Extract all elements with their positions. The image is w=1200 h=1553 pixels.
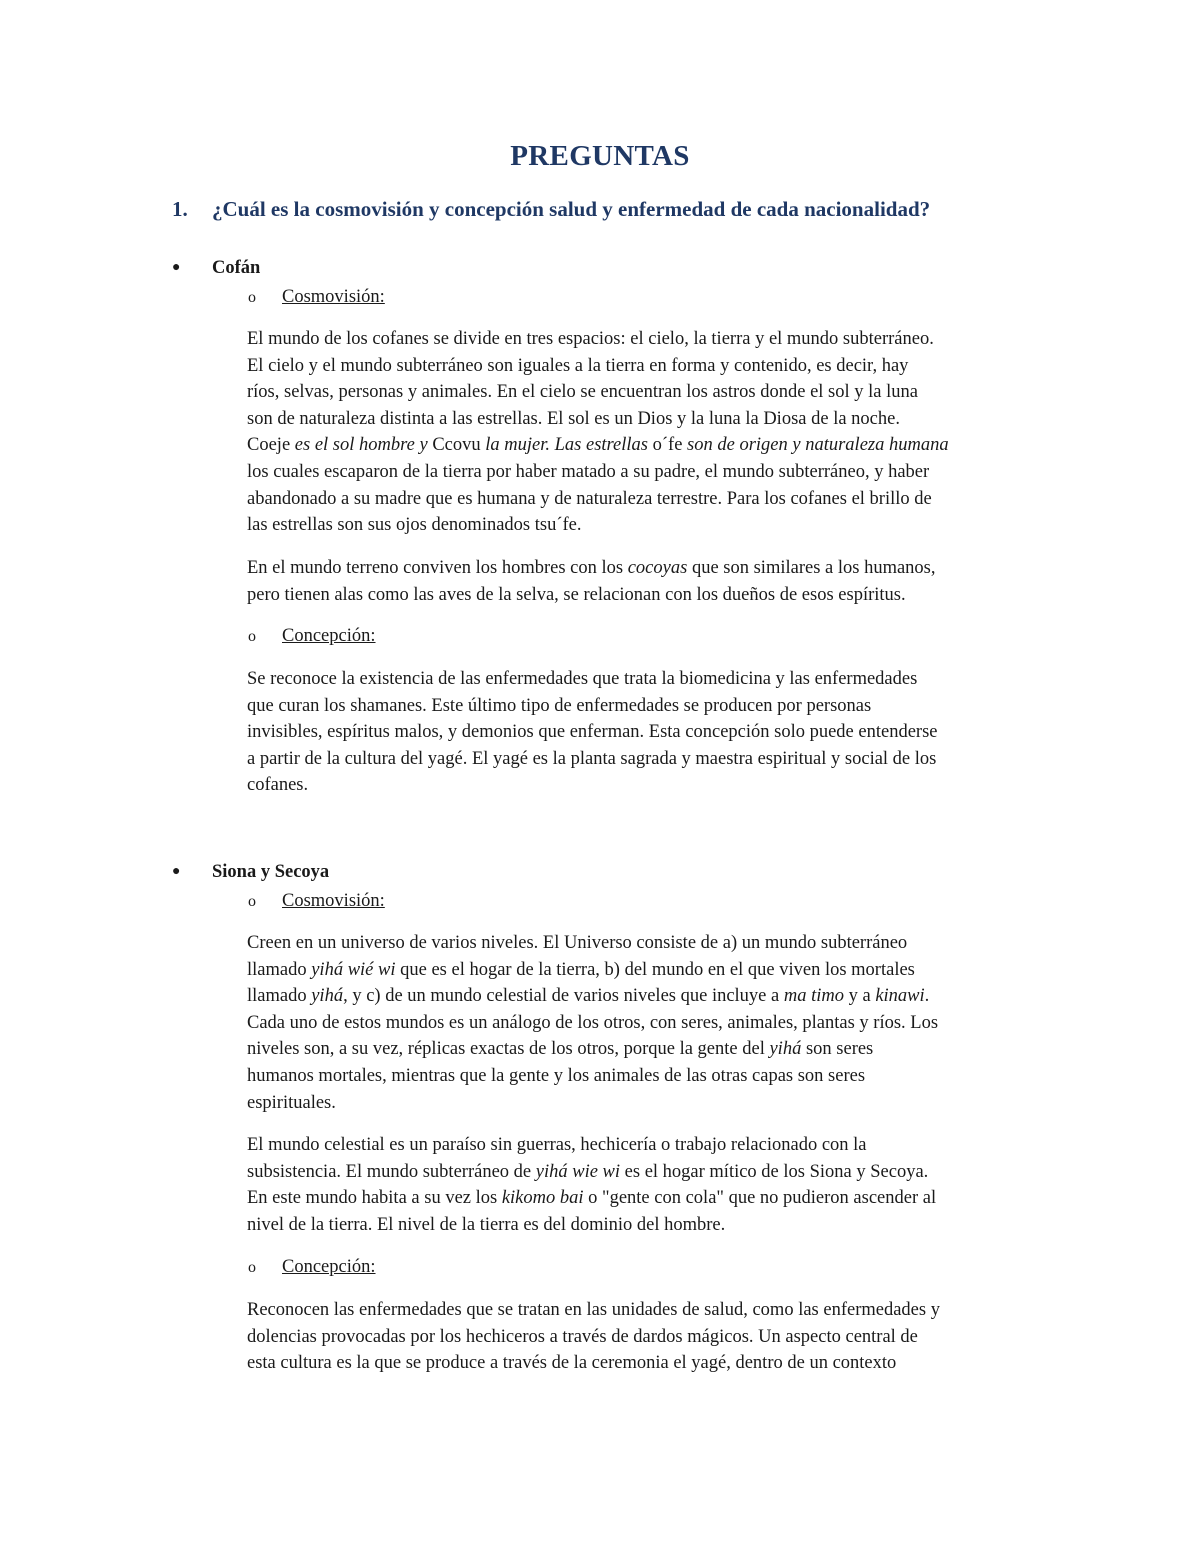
- text-segment: son seres: [801, 1039, 874, 1060]
- text-segment: es el hogar mítico de los Siona y Secoya.: [620, 1161, 929, 1182]
- italic-term: son de origen y naturaleza humana: [682, 435, 949, 456]
- circle-bullet-icon: o: [248, 893, 256, 910]
- text-segment: y a: [843, 986, 876, 1007]
- italic-term: kikomo bai: [501, 1188, 584, 1209]
- section-name: Siona y Secoya: [212, 862, 330, 882]
- paragraph: [247, 555, 1077, 608]
- text-line: Reconocen las enfermedades que se tratan en las unidades de salud, como las enfermedades y: [247, 1300, 940, 1320]
- italic-term: es el sol hombre y: [290, 435, 433, 456]
- text-segment: llamado: [247, 959, 312, 980]
- text-line: [247, 1185, 1077, 1212]
- italic-term: yihá wié wi: [311, 959, 396, 980]
- text-line: son de naturaleza distinta a las estrellas. El sol es un Dios y la luna la Diosa de la noche.: [247, 408, 900, 429]
- italic-term: yihá wie wi: [535, 1161, 621, 1182]
- text-segment: niveles son, a su vez, réplicas exactas de los otros, porque la gente del: [247, 1039, 770, 1060]
- text-line: [247, 555, 1077, 582]
- subheading-label: Cosmovisión:: [282, 891, 385, 911]
- paragraph: [247, 1132, 1077, 1238]
- italic-term: cocoyas: [627, 558, 688, 578]
- question-number: 1.: [172, 197, 188, 221]
- text-line: espirituales.: [247, 1092, 336, 1113]
- subheading-cosmovision: [248, 891, 385, 912]
- text-segment: o "gente con cola" que no pudieron ascender al: [583, 1188, 937, 1209]
- italic-term: ma timo: [783, 986, 844, 1007]
- text-line: pero tienen alas como las aves de la selva, se relacionan con los dueños de esos espíritus.: [247, 584, 906, 605]
- section-heading-siona-secoya: [172, 862, 329, 883]
- italic-term: kinawi: [875, 986, 925, 1007]
- text-segment: .: [924, 986, 930, 1007]
- text-segment: , y c) de un mundo celestial de varios niveles que incluye a: [343, 986, 784, 1007]
- text-line: El mundo celestial es un paraíso sin guerras, hechicería o trabajo relacionado con la: [247, 1135, 867, 1155]
- subheading-label: Cosmovisión:: [282, 287, 385, 307]
- page-title: PREGUNTAS: [510, 140, 690, 172]
- text-line: cofanes.: [247, 775, 309, 796]
- section-heading-cofan: [172, 258, 260, 279]
- text-segment: o´fe: [652, 435, 683, 456]
- text-segment: En este mundo habita a su vez los: [247, 1188, 502, 1209]
- subheading-concepcion: [248, 626, 376, 647]
- text-line: invisibles, espíritus malos, y demonios que enferman. Esta concepción solo puede entenderse: [247, 722, 938, 743]
- text-line: [247, 1036, 1077, 1063]
- text-line: Se reconoce la existencia de las enfermedades que trata la biomedicina y las enfermedades: [247, 669, 918, 689]
- paragraph: [247, 1297, 1077, 1377]
- text-line: las estrellas son sus ojos denominados tsu´fe.: [247, 515, 582, 536]
- text-line: dolencias provocadas por los hechiceros a través de dardos mágicos. Un aspecto central de: [247, 1326, 918, 1347]
- text-line: Creen en un universo de varios niveles. El Universo consiste de a) un mundo subterráneo: [247, 933, 908, 953]
- subheading-cosmovision: [248, 287, 385, 308]
- italic-term: la mujer. Las estrellas: [480, 435, 653, 456]
- question-heading: [172, 197, 930, 222]
- text-segment: Coeje: [247, 435, 291, 456]
- text-line: [247, 432, 1077, 459]
- text-segment: En el mundo terreno conviven los hombres con los: [247, 558, 628, 578]
- subheading-concepcion: [248, 1257, 376, 1278]
- paragraph: [247, 930, 1077, 1116]
- text-line: que curan los shamanes. Este último tipo de enfermedades se producen por personas: [247, 695, 872, 716]
- text-line: El cielo y el mundo subterráneo son iguales a la tierra en forma y contenido, es decir, hay: [247, 355, 909, 376]
- text-segment: que son similares a los humanos,: [687, 558, 936, 578]
- paragraph: [247, 326, 1077, 539]
- text-segment: llamado: [247, 986, 312, 1007]
- text-line: humanos mortales, mientras que la gente y los animales de las otras capas son seres: [247, 1065, 866, 1086]
- italic-term: yihá: [769, 1039, 802, 1060]
- text-line: a partir de la cultura del yagé. El yagé es la planta sagrada y maestra espiritual y social de los: [247, 748, 937, 769]
- circle-bullet-icon: o: [248, 628, 256, 645]
- text-line: Cada uno de estos mundos es un análogo de los otros, con seres, animales, plantas y ríos. Los: [247, 1012, 939, 1033]
- text-line: abandonado a su madre que es humana y de naturaleza terrestre. Para los cofanes el brillo de: [247, 488, 932, 509]
- text-line: los cuales escaparon de la tierra por haber matado a su padre, el mundo subterráneo, y haber: [247, 461, 930, 482]
- text-line: [247, 1159, 1077, 1186]
- text-line: [247, 983, 1077, 1010]
- text-segment: que es el hogar de la tierra, b) del mundo en el que viven los mortales: [395, 959, 915, 980]
- subheading-label: Concepción:: [282, 626, 376, 646]
- paragraph: [247, 666, 1077, 799]
- circle-bullet-icon: o: [248, 1259, 256, 1276]
- bullet-icon: ●: [172, 864, 181, 879]
- question-text: ¿Cuál es la cosmovisión y concepción salud y enfermedad de cada nacionalidad?: [212, 197, 931, 221]
- text-line: ríos, selvas, personas y animales. En el cielo se encuentran los astros donde el sol y la luna: [247, 382, 918, 403]
- text-segment: Ccovu: [432, 435, 481, 456]
- bullet-icon: ●: [172, 260, 181, 275]
- text-line: El mundo de los cofanes se divide en tres espacios: el cielo, la tierra y el mundo subterráneo.: [247, 329, 934, 349]
- section-name: Cofán: [212, 258, 261, 278]
- text-segment: subsistencia. El mundo subterráneo de: [247, 1161, 536, 1182]
- italic-term: yihá: [311, 986, 344, 1007]
- subheading-label: Concepción:: [282, 1257, 376, 1277]
- text-line: [247, 957, 1077, 984]
- text-line: nivel de la tierra. El nivel de la tierra es del dominio del hombre.: [247, 1214, 726, 1235]
- circle-bullet-icon: o: [248, 289, 256, 306]
- text-line: esta cultura es la que se produce a través de la ceremonia el yagé, dentro de un contexto: [247, 1353, 897, 1374]
